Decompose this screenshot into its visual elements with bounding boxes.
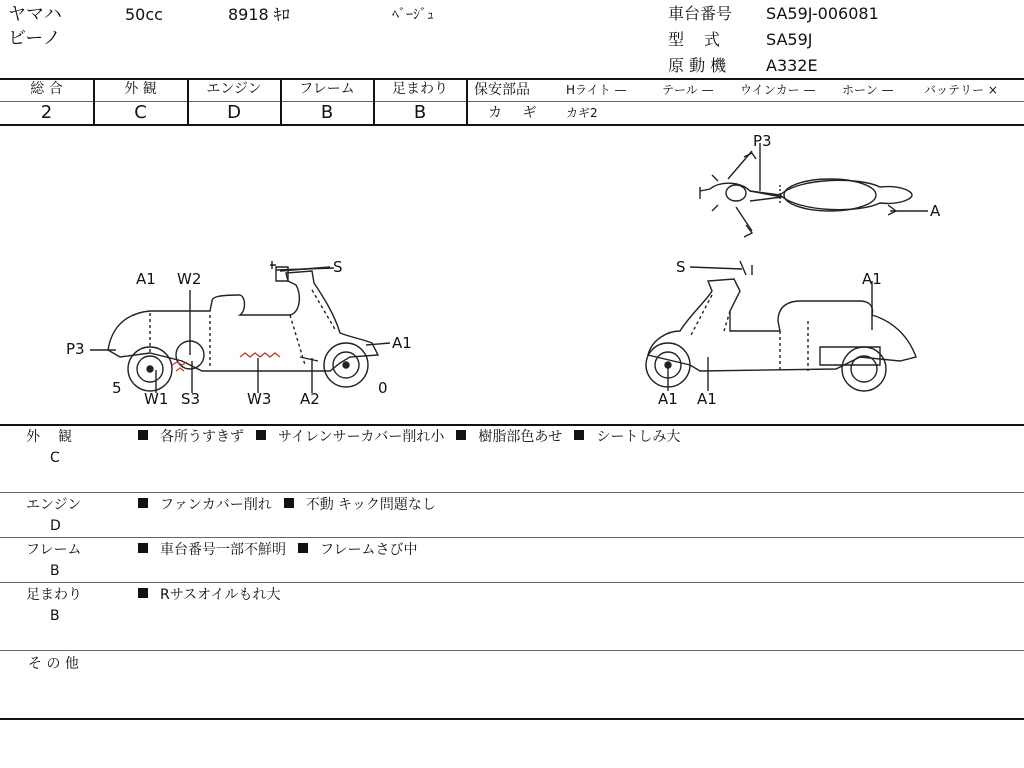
diagram-label: A1 xyxy=(862,270,882,288)
rule-remarks-bottom xyxy=(0,718,1024,720)
grade-engine-label: エンジン xyxy=(206,81,262,97)
grade-overall-label: 総 合 xyxy=(30,81,63,97)
grade-exterior-value: C xyxy=(134,102,147,123)
maker: ヤマハ xyxy=(8,4,62,25)
key-value: カギ2 xyxy=(566,106,598,120)
remark-items-engine: ファンカバー削れ 不動 キック問題なし xyxy=(138,498,448,512)
remark-title-other: そ の 他 xyxy=(28,656,79,672)
grade-engine-value: D xyxy=(227,102,241,123)
remark-title-exterior: 外 観 xyxy=(26,429,74,445)
grade-frame-value: B xyxy=(320,102,334,123)
diagram-label: A1 xyxy=(697,390,717,408)
rule-remarks xyxy=(0,492,1024,493)
remark-grade-exterior: C xyxy=(50,450,60,466)
diagram-label: A1 xyxy=(392,334,412,352)
diagram-label: P3 xyxy=(66,340,85,358)
frame-number-value: SA59J-006081 xyxy=(766,4,879,23)
grade-suspension-value: B xyxy=(413,102,427,123)
model-type-value: SA59J xyxy=(766,30,813,49)
diagram-label: S3 xyxy=(181,390,201,408)
rule-remarks-top xyxy=(0,424,1024,426)
body-color: ﾍﾞｰｼﾞｭ xyxy=(392,7,434,23)
grade-suspension-label: 足まわり xyxy=(392,81,448,97)
safety-item: バッテリー × xyxy=(924,83,998,97)
remark-grade-engine: D xyxy=(50,518,61,534)
safety-item: ウインカー — xyxy=(740,83,816,97)
rule-remarks xyxy=(0,582,1024,583)
grade-exterior-label: 外 観 xyxy=(124,81,157,97)
diagram-label: 5 xyxy=(112,379,122,397)
remark-title-suspension: 足まわり xyxy=(26,587,82,603)
frame-number-label: 車台番号 xyxy=(668,4,733,23)
diagram-label: W2 xyxy=(177,270,202,288)
remark-items-exterior: 各所うすきず サイレンサーカバー削れ小 樹脂部色あせ シートしみ大 xyxy=(138,430,692,444)
diagram-label: A2 xyxy=(300,390,320,408)
diagram-label: A xyxy=(930,202,941,220)
remark-items-frame: 車台番号一部不鮮明 フレームさび中 xyxy=(138,543,429,557)
diagram-label: A1 xyxy=(658,390,678,408)
diagram-label: S xyxy=(676,258,686,276)
safety-item: テール — xyxy=(662,83,714,97)
remark-title-engine: エンジン xyxy=(26,497,82,513)
mileage: 8918 ｷﾛ xyxy=(228,5,290,24)
model-name: ビーノ xyxy=(8,28,61,49)
diagram-label: S xyxy=(333,258,343,276)
diagram-label: W1 xyxy=(144,390,169,408)
model-type-label: 型 式 xyxy=(668,30,723,49)
diagram-label: P3 xyxy=(753,132,772,150)
engine-model-value: A332E xyxy=(766,56,818,75)
remark-grade-suspension: B xyxy=(50,608,60,624)
diagram-label: W3 xyxy=(247,390,272,408)
diagram-label: 0 xyxy=(378,379,388,397)
diagram-label: A1 xyxy=(136,270,156,288)
engine-model-label: 原 動 機 xyxy=(668,56,727,75)
remark-title-frame: フレーム xyxy=(26,542,82,558)
key-label: カ ギ xyxy=(488,105,545,121)
grade-frame-label: フレーム xyxy=(299,81,355,97)
remark-items-suspension: Rサスオイルもれ大 xyxy=(138,588,292,602)
grade-overall-value: 2 xyxy=(40,102,53,123)
safety-parts-label: 保安部品 xyxy=(474,82,530,98)
rule-remarks xyxy=(0,537,1024,538)
safety-item: ホーン — xyxy=(842,83,894,97)
rule-remarks xyxy=(0,650,1024,651)
remark-grade-frame: B xyxy=(50,563,60,579)
safety-item: Hライト — xyxy=(566,83,627,97)
displacement: 50cc xyxy=(125,5,163,24)
